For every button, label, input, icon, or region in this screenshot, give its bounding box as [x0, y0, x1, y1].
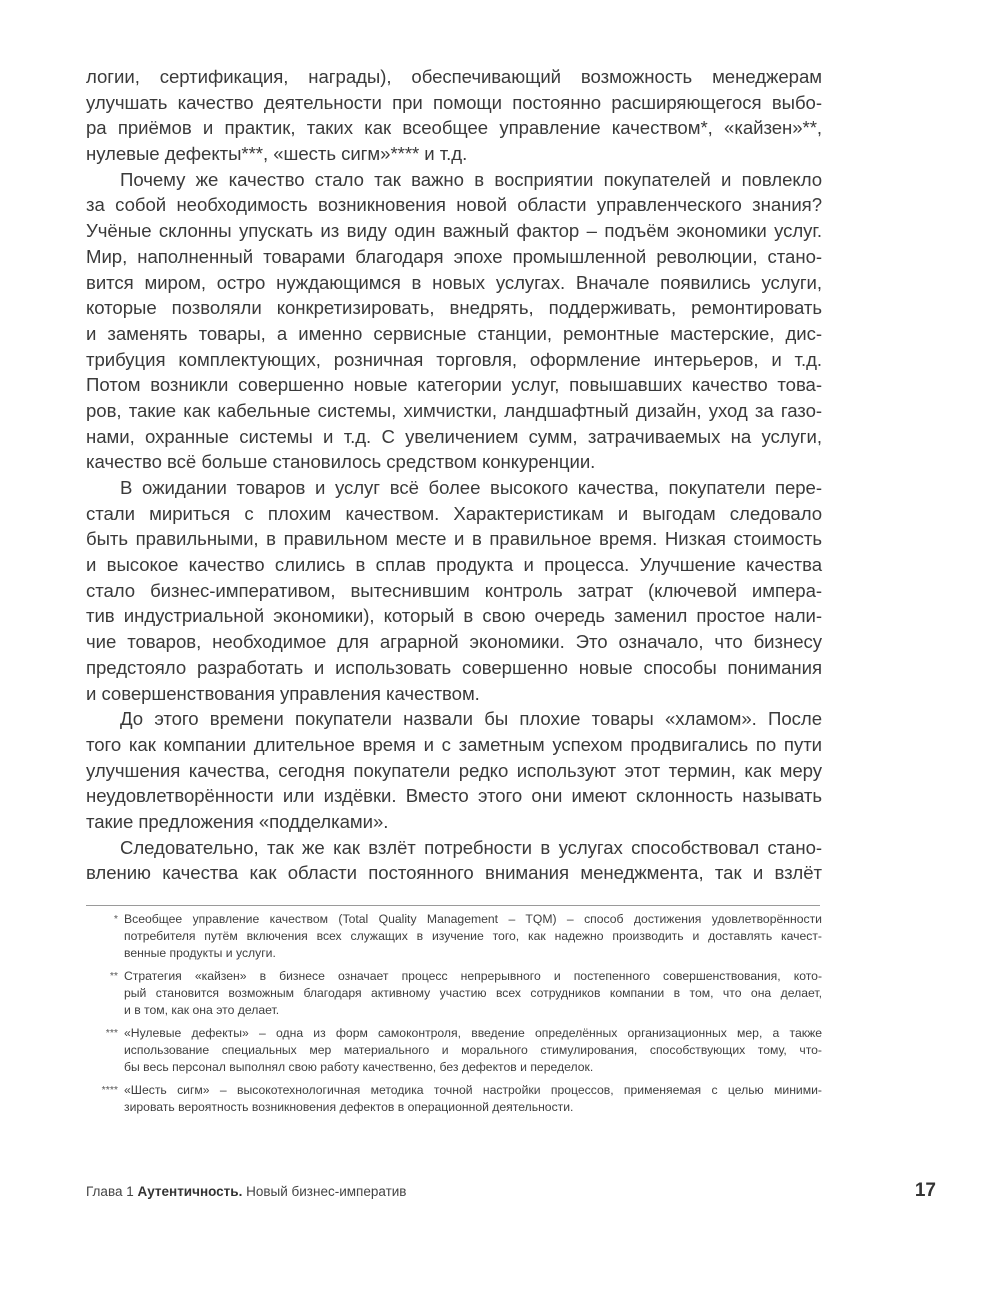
footnote-line: потребителя путём включения всех служащих в изучение того, как надежно производить и доставлять качест- — [124, 929, 822, 943]
text-line: чие товаров, необходимое для аграрной экономики. Это означало, что бизнесу — [86, 631, 822, 653]
text-line: неудовлетворённости или издёвки. Вместо этого они имеют склонность называть — [86, 785, 822, 807]
main-text — [86, 64, 822, 886]
text-line: предстояло разработать и использовать совершенно новые способы понимания — [86, 656, 822, 678]
footnote-line: использование специальных мер материального и морального стимулирования, способствующих тому, что- — [124, 1043, 822, 1057]
footnote-3 — [80, 1025, 822, 1076]
text-line: стало бизнес-императивом, вытеснившим контроль затрат (ключевой импера- — [86, 579, 822, 601]
footer-subtitle: Новый бизнес-императив — [246, 1184, 407, 1199]
footnote-line: рый становится возможным благодаря активному участию всех сотрудников компании в том, что она делает, — [124, 986, 822, 1000]
footnote-line: Всеобщее управление качеством (Total Quality Management – TQM) – способ достижения удовлетворённости — [124, 912, 822, 926]
text-line: Почему же качество стало так важно в восприятии покупателей и повлекло — [120, 168, 822, 190]
footnote-1 — [80, 911, 822, 962]
text-line: и заменять товары, а именно сервисные станции, ремонтные мастерские, дис- — [86, 322, 822, 344]
running-footer — [86, 1180, 936, 1206]
footnote-marker: ** — [109, 970, 118, 982]
text-line: быть правильными, в правильном месте и в правильное время. Низкая стоимость — [86, 528, 822, 550]
footer-chapter-info — [86, 1184, 406, 1199]
text-line: за собой необходимость возникновения новой области управленческого знания? — [86, 194, 822, 216]
footnote-line: «Шесть сигм» – высокотехнологичная методика точной настройки процессов, применяемая с целью миними- — [124, 1083, 822, 1097]
text-line: вится миром, остро нуждающимся в новых услугах. Вначале появились услуги, — [86, 271, 822, 293]
footnote-line: венные продукты и услуги. — [124, 946, 276, 960]
footnote-line: «Нулевые дефекты» – одна из форм самоконтроля, введение определённых организационных мер, а также — [124, 1026, 822, 1040]
text-line: Учёные склонны упускать из виду один важный фактор – подъём экономики услуг. — [86, 220, 822, 242]
footnote-marker: **** — [101, 1084, 118, 1096]
footer-chapter-title: Аутентичность. — [137, 1184, 243, 1199]
text-line: которые позволяли конкретизировать, внедрять, поддерживать, ремонтировать — [86, 297, 822, 319]
text-line: влению качества как области постоянного внимания менеджмента, так и взлёт — [86, 862, 822, 884]
footnote-2 — [80, 968, 822, 1019]
text-line: Мир, наполненный товарами благодаря эпохе промышленной революции, стано- — [86, 245, 822, 267]
text-line: улучшать качество деятельности при помощи постоянно расширяющегося выбо- — [86, 91, 822, 113]
footnote-marker: *** — [105, 1027, 118, 1039]
text-line: и высокое качество слились в сплав продукта и процесса. Улучшение качества — [86, 554, 822, 576]
text-line: качество всё больше становилось средством конкуренции. — [86, 451, 596, 473]
text-line: такие предложения «подделками». — [86, 810, 389, 832]
text-line: нулевые дефекты***, «шесть сигм»**** и т.д. — [86, 143, 468, 165]
text-line: и совершенствования управления качеством. — [86, 682, 480, 704]
text-line: нами, охранные системы и т.д. С увеличением сумм, затрачиваемых на услуги, — [86, 425, 822, 447]
text-line: ров, такие как кабельные системы, химчистки, ландшафтный дизайн, уход за газо- — [86, 399, 822, 421]
text-line: тив индустриальной экономики), который в свою очередь заменил простое нали- — [86, 605, 822, 627]
footnotes — [80, 911, 822, 1122]
footnote-line: и в том, как она это делает. — [124, 1003, 280, 1017]
text-line: Потом возникли совершенно новые категории услуг, повышавших качество това- — [86, 374, 822, 396]
footnote-marker: * — [113, 913, 118, 925]
text-line: того как компании длительное время и с заметным успехом продвигались по пути — [86, 733, 822, 755]
footnote-divider — [86, 905, 820, 906]
footer-chapter: Глава 1 — [86, 1184, 134, 1199]
footnote-line: зировать вероятность возникновения дефектов в операционной деятельности. — [124, 1100, 574, 1114]
text-line: В ожидании товаров и услуг всё более высокого качества, покупатели пере- — [120, 477, 822, 498]
page-number: 17 — [914, 1180, 936, 1201]
footnote-line: бы весь персонал выполнял свою работу качественно, без дефектов и переделок. — [124, 1060, 594, 1074]
text-line: ра приёмов и практик, таких как всеобщее управление качеством*, «кайзен»**, — [86, 117, 822, 139]
footnote-4 — [80, 1082, 822, 1116]
text-line: трибуция комплектующих, розничная торговля, оформление интерьеров, и т.д. — [86, 348, 822, 370]
text-line: логии, сертификация, награды), обеспечивающий возможность менеджерам — [86, 66, 822, 87]
text-line: До этого времени покупатели назвали бы плохие товары «хламом». После — [120, 708, 822, 730]
footnote-line: Стратегия «кайзен» в бизнесе означает процесс непрерывного и постепенного совершенствования, кото- — [124, 969, 822, 983]
text-line: стали мириться с плохим качеством. Характеристикам и выгодам следовало — [86, 502, 822, 524]
text-line: улучшения качества, сегодня покупатели редко используют этот термин, как меру — [86, 759, 822, 781]
text-line: Следовательно, так же как взлёт потребности в услугах способствовал стано- — [120, 836, 822, 858]
